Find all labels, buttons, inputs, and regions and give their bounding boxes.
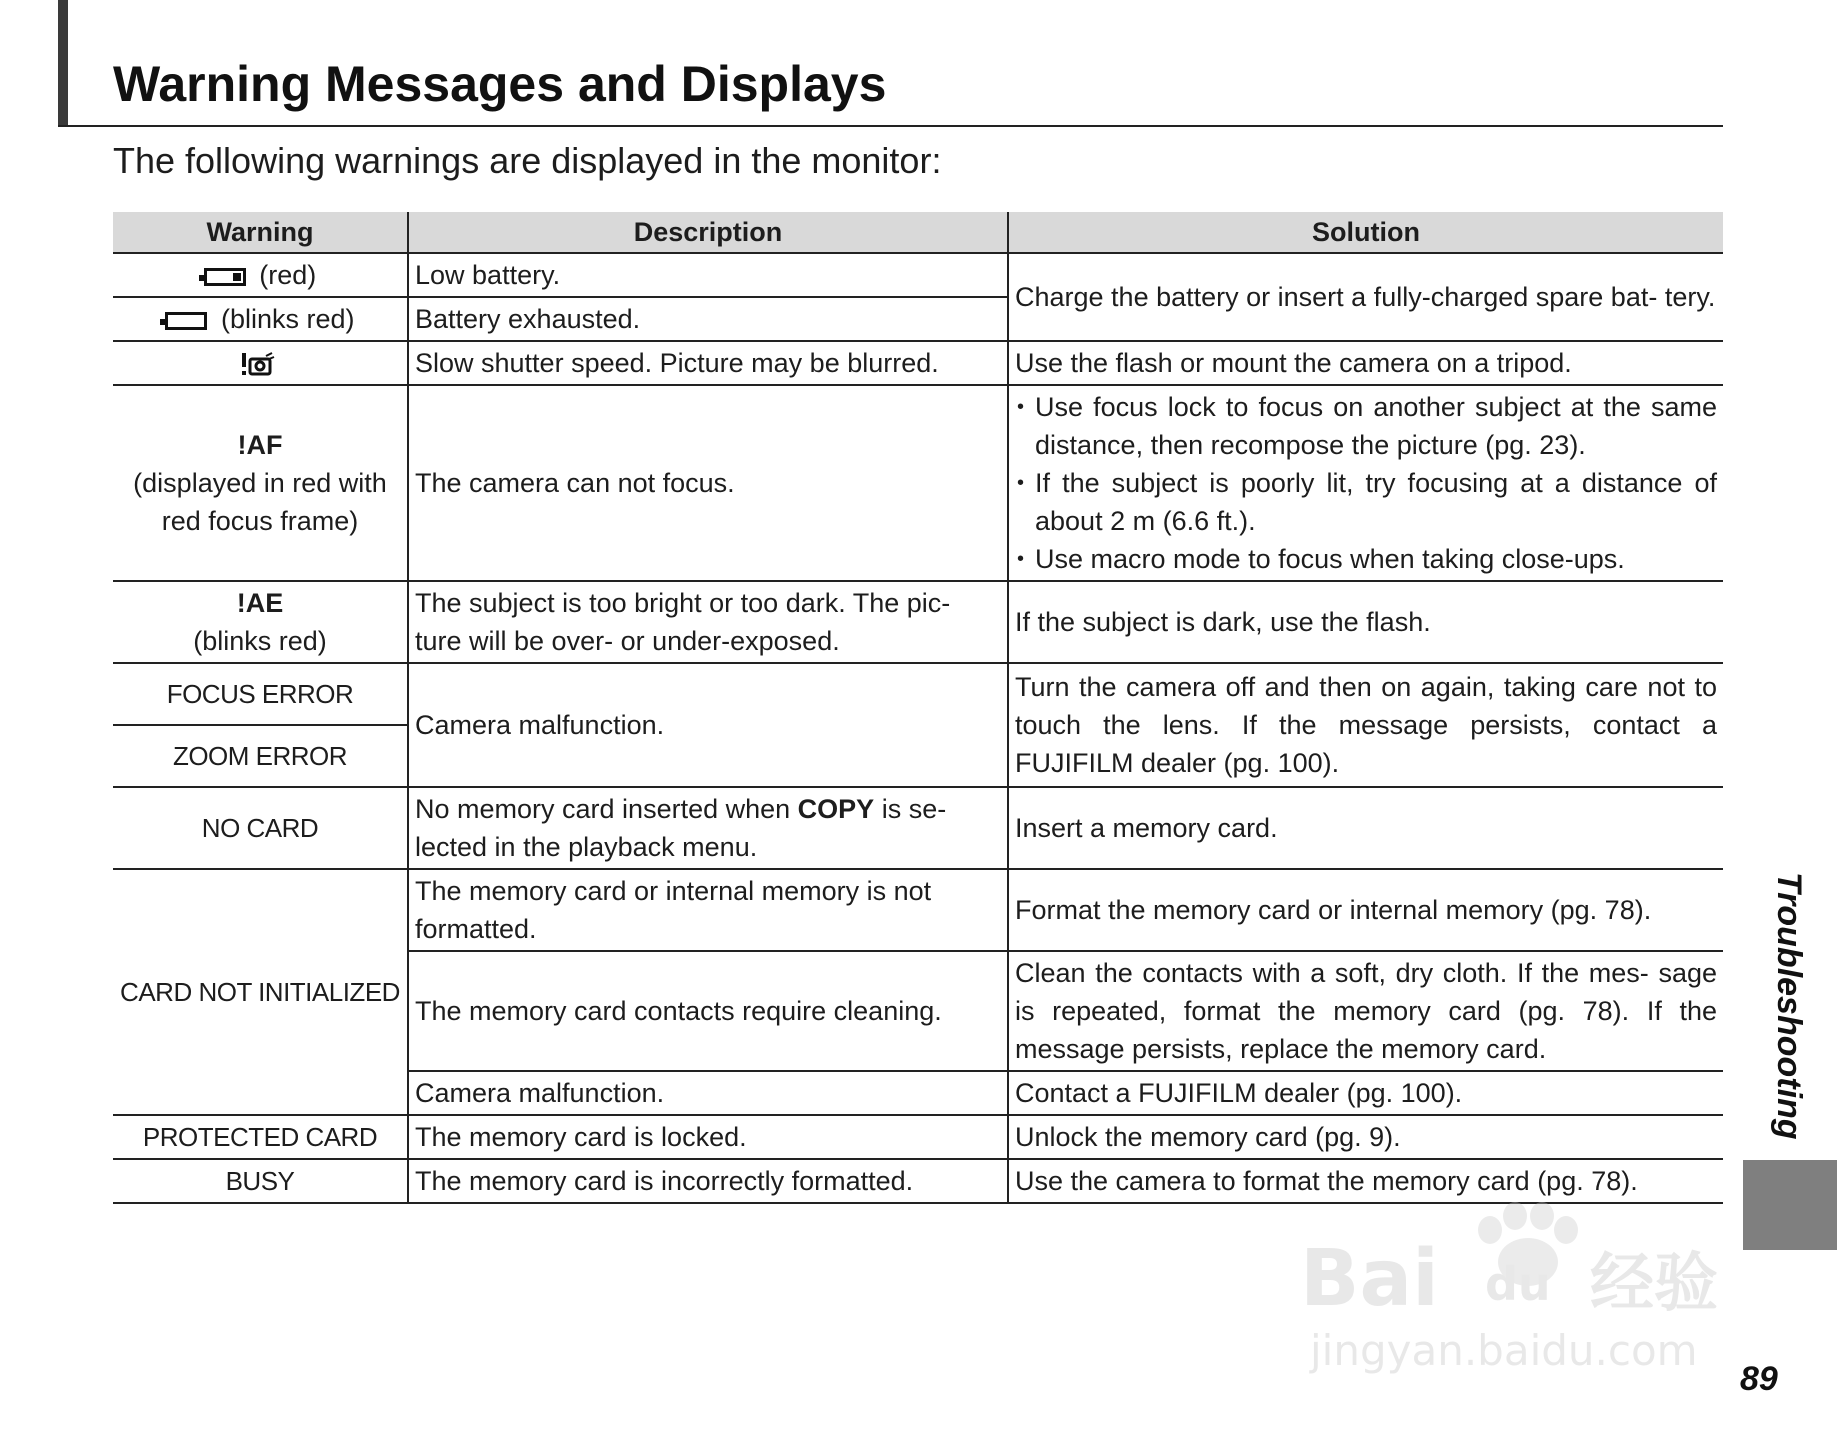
solution-cell: Insert a memory card. bbox=[1008, 787, 1723, 869]
warning-code: PROTECTED CARD bbox=[113, 1115, 408, 1159]
table-row bbox=[113, 787, 1723, 869]
left-margin-bar bbox=[58, 0, 68, 126]
warning-cell bbox=[113, 253, 408, 297]
description-cell: The memory card is locked. bbox=[408, 1115, 1008, 1159]
description-text: is se- lected in the playback menu. bbox=[415, 794, 947, 862]
solution-cell: Clean the contacts with a soft, dry cloth. If the mes- sage is repeated, format the memory card (pg. 78). If the message persists, replace the memory card. bbox=[1008, 951, 1723, 1071]
warning-cell bbox=[113, 385, 408, 581]
description-cell: The memory card or internal memory is not formatted. bbox=[408, 869, 1008, 951]
watermark-brand-cn: 经验 bbox=[1590, 1247, 1718, 1321]
solution-cell: Unlock the memory card (pg. 9). bbox=[1008, 1115, 1723, 1159]
header-description: Description bbox=[408, 212, 1008, 253]
solution-cell bbox=[1008, 385, 1723, 581]
title-rule bbox=[58, 125, 1723, 127]
watermark-url: jingyan.baidu.com bbox=[1310, 1326, 1698, 1375]
solution-cell: Turn the camera off and then on again, taking care not to touch the lens. If the message persists, contact a FUJIFILM dealer (pg. 100). bbox=[1008, 663, 1723, 787]
solution-cell: If the subject is dark, use the flash. bbox=[1008, 581, 1723, 663]
description-cell: Battery exhausted. bbox=[408, 297, 1008, 341]
solution-cell: Charge the battery or insert a fully-charged spare bat- tery. bbox=[1008, 253, 1723, 341]
description-cell: Camera malfunction. bbox=[408, 663, 1008, 787]
table-row bbox=[113, 341, 1723, 385]
warning-cell bbox=[113, 581, 408, 663]
warning-code: !AF bbox=[237, 430, 283, 460]
warning-table bbox=[113, 212, 1723, 1204]
table-row bbox=[113, 1115, 1723, 1159]
warning-note: (displayed in red with red focus frame) bbox=[133, 468, 387, 536]
description-cell: Low battery. bbox=[408, 253, 1008, 297]
warning-cell bbox=[113, 341, 408, 385]
description-cell: Camera malfunction. bbox=[408, 1071, 1008, 1115]
header-warning: Warning bbox=[113, 212, 408, 253]
description-cell: The camera can not focus. bbox=[408, 385, 1008, 581]
description-cell bbox=[408, 787, 1008, 869]
warning-code: ZOOM ERROR bbox=[113, 725, 408, 787]
camera-shake-icon bbox=[239, 350, 275, 380]
table-row bbox=[113, 869, 1723, 951]
page-number: 89 bbox=[1740, 1360, 1778, 1398]
table-header-row bbox=[113, 212, 1723, 253]
warning-note: (red) bbox=[259, 260, 317, 290]
warning-code: FOCUS ERROR bbox=[113, 663, 408, 725]
list-item: • Use focus lock to focus on another subject at the same distance, then recompose the picture (pg. 23). bbox=[1015, 388, 1717, 464]
watermark-brand: Bai bbox=[1300, 1234, 1439, 1324]
description-cell: The memory card contacts require cleaning. bbox=[408, 951, 1008, 1071]
solution-cell: Format the memory card or internal memory (pg. 78). bbox=[1008, 869, 1723, 951]
page-title: Warning Messages and Displays bbox=[113, 56, 887, 112]
solution-list bbox=[1015, 388, 1717, 578]
warning-note: (blinks red) bbox=[193, 626, 327, 656]
warning-code: !AE bbox=[236, 588, 284, 618]
description-text: No memory card inserted when bbox=[415, 794, 798, 824]
table-row bbox=[113, 663, 1723, 725]
warning-code: NO CARD bbox=[113, 787, 408, 869]
table-row bbox=[113, 385, 1723, 581]
warning-code: CARD NOT INITIALIZED bbox=[113, 869, 408, 1115]
list-item: • If the subject is poorly lit, try focusing at a distance of about 2 m (6.6 ft.). bbox=[1015, 464, 1717, 540]
warning-note: (blinks red) bbox=[220, 304, 355, 334]
solution-cell: Use the camera to format the memory card (pg. 78). bbox=[1008, 1159, 1723, 1203]
battery-low-icon bbox=[204, 268, 246, 286]
list-item: • Use macro mode to focus when taking close-ups. bbox=[1015, 540, 1717, 578]
description-cell: Slow shutter speed. Picture may be blurred. bbox=[408, 341, 1008, 385]
menu-item-name: COPY bbox=[797, 794, 875, 824]
description-cell: The memory card is incorrectly formatted. bbox=[408, 1159, 1008, 1203]
warning-code: BUSY bbox=[113, 1159, 408, 1203]
description-cell: The subject is too bright or too dark. The pic- ture will be over- or under-exposed. bbox=[408, 581, 1008, 663]
table-row bbox=[113, 253, 1723, 297]
watermark-brand-du: du bbox=[1485, 1257, 1551, 1311]
solution-cell: Use the flash or mount the camera on a tripod. bbox=[1008, 341, 1723, 385]
battery-empty-icon bbox=[165, 312, 207, 330]
section-side-label: Troubleshooting bbox=[1770, 872, 1808, 1140]
warning-cell bbox=[113, 297, 408, 341]
solution-cell: Contact a FUJIFILM dealer (pg. 100). bbox=[1008, 1071, 1723, 1115]
baidu-watermark bbox=[1300, 1180, 1740, 1380]
header-solution: Solution bbox=[1008, 212, 1723, 253]
table-row bbox=[113, 581, 1723, 663]
intro-text: The following warnings are displayed in the monitor: bbox=[113, 140, 942, 181]
section-tab bbox=[1743, 1160, 1837, 1250]
